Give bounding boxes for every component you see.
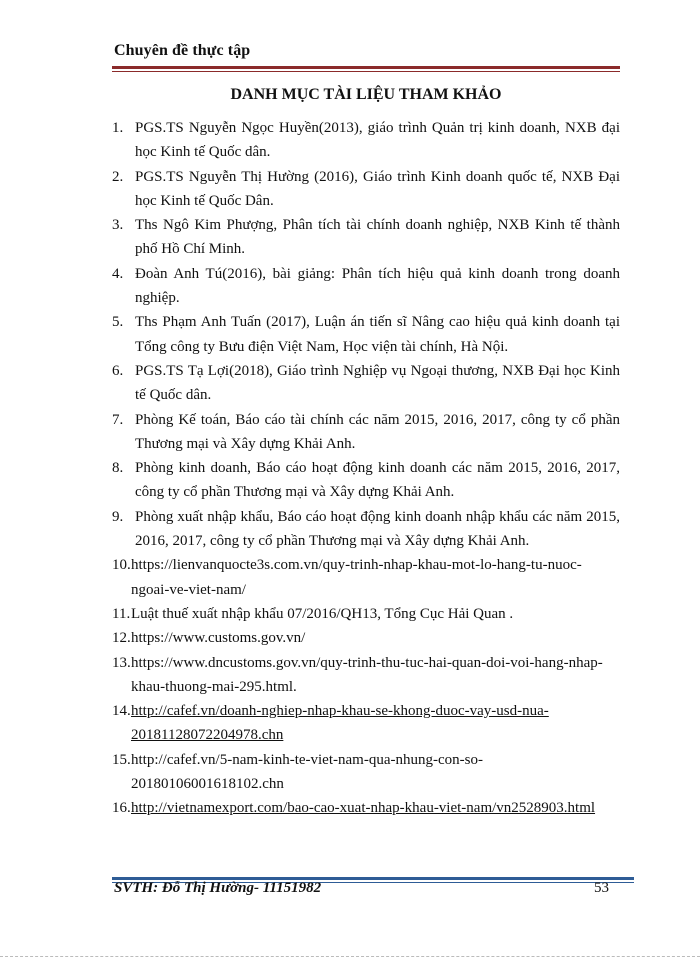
reference-text: https://www.customs.gov.vn/ [131,630,306,647]
reference-number: 3. [112,217,124,234]
reference-number: 1. [112,120,124,136]
reference-link[interactable]: http://cafef.vn/doanh-nghiep-nhap-khau-se-khong-duoc-vay-usd-nua-20181128072204978.chn [131,703,549,744]
reference-number: 15. [112,751,131,768]
reference-number: 14. [112,703,131,720]
reference-link[interactable]: http://vietnamexport.com/bao-cao-xuat-nhap-khau-viet-nam/vn2528903.html [131,800,596,817]
reference-item [112,408,620,457]
reference-item [112,310,620,359]
reference-item [112,456,620,505]
reference-text: Phòng Kế toán, Báo cáo tài chính các năm 2015, 2016, 2017, công ty cổ phần Thương mại và Xây dựng Khải Anh. [135,411,620,452]
reference-text: https://www.dncustoms.gov.vn/quy-trinh-thu-tuc-hai-quan-doi-voi-hang-nhap-khau-thuong-mai-295.html. [131,654,603,695]
reference-text: Luật thuế xuất nhập khẩu 07/2016/QH13, Tổng Cục Hải Quan . [131,605,514,622]
reference-item [112,505,620,554]
header-divider-thin [112,71,620,72]
reference-number: 10. [112,557,131,574]
reference-text: Ths Ngô Kim Phượng, Phân tích tài chính doanh nghiệp, NXB Kinh tế thành phố Hồ Chí Minh. [135,217,620,258]
reference-item [112,213,620,262]
reference-text: PGS.TS Nguyễn Thị Hường (2016), Giáo trình Kinh doanh quốc tế, NXB Đại học Kinh tế Quốc Dân. [135,168,620,209]
reference-number: 13. [112,654,131,671]
reference-number: 16. [112,800,131,817]
reference-text: Ths Phạm Anh Tuấn (2017), Luận án tiến sĩ Nâng cao hiệu quả kinh doanh tại Tổng công ty Bưu điện Việt Nam, Học viện tài chính, Hà Nội. [135,314,620,355]
reference-item [112,359,620,408]
reference-number: 12. [112,630,131,647]
page-break-line [0,956,700,957]
reference-text: Phòng kinh doanh, Báo cáo hoạt động kinh doanh các năm 2015, 2016, 2017, công ty cổ phần Thương mại và Xây dựng Khải Anh. [135,460,620,501]
reference-text: https://lienvanquocte3s.com.vn/quy-trinh-nhap-khau-mot-lo-hang-tu-nuoc-ngoai-ve-viet-nam/ [131,557,582,598]
reference-item [112,651,620,700]
reference-item [112,165,620,214]
header-divider [112,66,620,69]
reference-text: Đoàn Anh Tú(2016), bài giảng: Phân tích hiệu quả kinh doanh trong doanh nghiệp. [135,265,620,307]
reference-item [112,626,620,650]
reference-number: 7. [112,411,124,428]
reference-item [112,699,620,748]
reference-item [112,262,620,311]
footer-author: SVTH: Đỗ Thị Hường- 11151982 [114,880,322,896]
page-number: 53 [594,880,609,896]
running-header-title: Chuyên đề thực tập [114,42,251,59]
reference-item [112,116,620,165]
reference-number: 11. [112,605,131,622]
reference-number: 6. [112,362,124,379]
reference-item [112,553,620,602]
reference-text: http://cafef.vn/5-nam-kinh-te-viet-nam-qua-nhung-con-so-20180106001618102.chn [131,751,483,793]
reference-item [112,796,620,820]
reference-number: 9. [112,508,124,525]
reference-number: 8. [112,460,124,477]
reference-text: PGS.TS Tạ Lợi(2018), Giáo trình Nghiệp vụ Ngoại thương, NXB Đại học Kinh tế Quốc dân. [135,362,620,404]
reference-text: Phòng xuất nhập khẩu, Báo cáo hoạt động kinh doanh nhập khẩu các năm 2015, 2016, 2017, công ty cổ phần Thương mại và Xây dựng Khải Anh. [135,508,620,550]
reference-item [112,602,620,626]
reference-number: 2. [112,168,124,185]
reference-number: 5. [112,314,124,331]
page-title: DANH MỤC TÀI LIỆU THAM KHẢO [230,86,502,103]
reference-text: PGS.TS Nguyễn Ngọc Huyền(2013), giáo trình Quản trị kinh doanh, NXB đại học Kinh tế Quốc dân. [135,120,620,161]
reference-number: 4. [112,265,124,282]
reference-list [112,116,620,821]
reference-item [112,748,620,797]
